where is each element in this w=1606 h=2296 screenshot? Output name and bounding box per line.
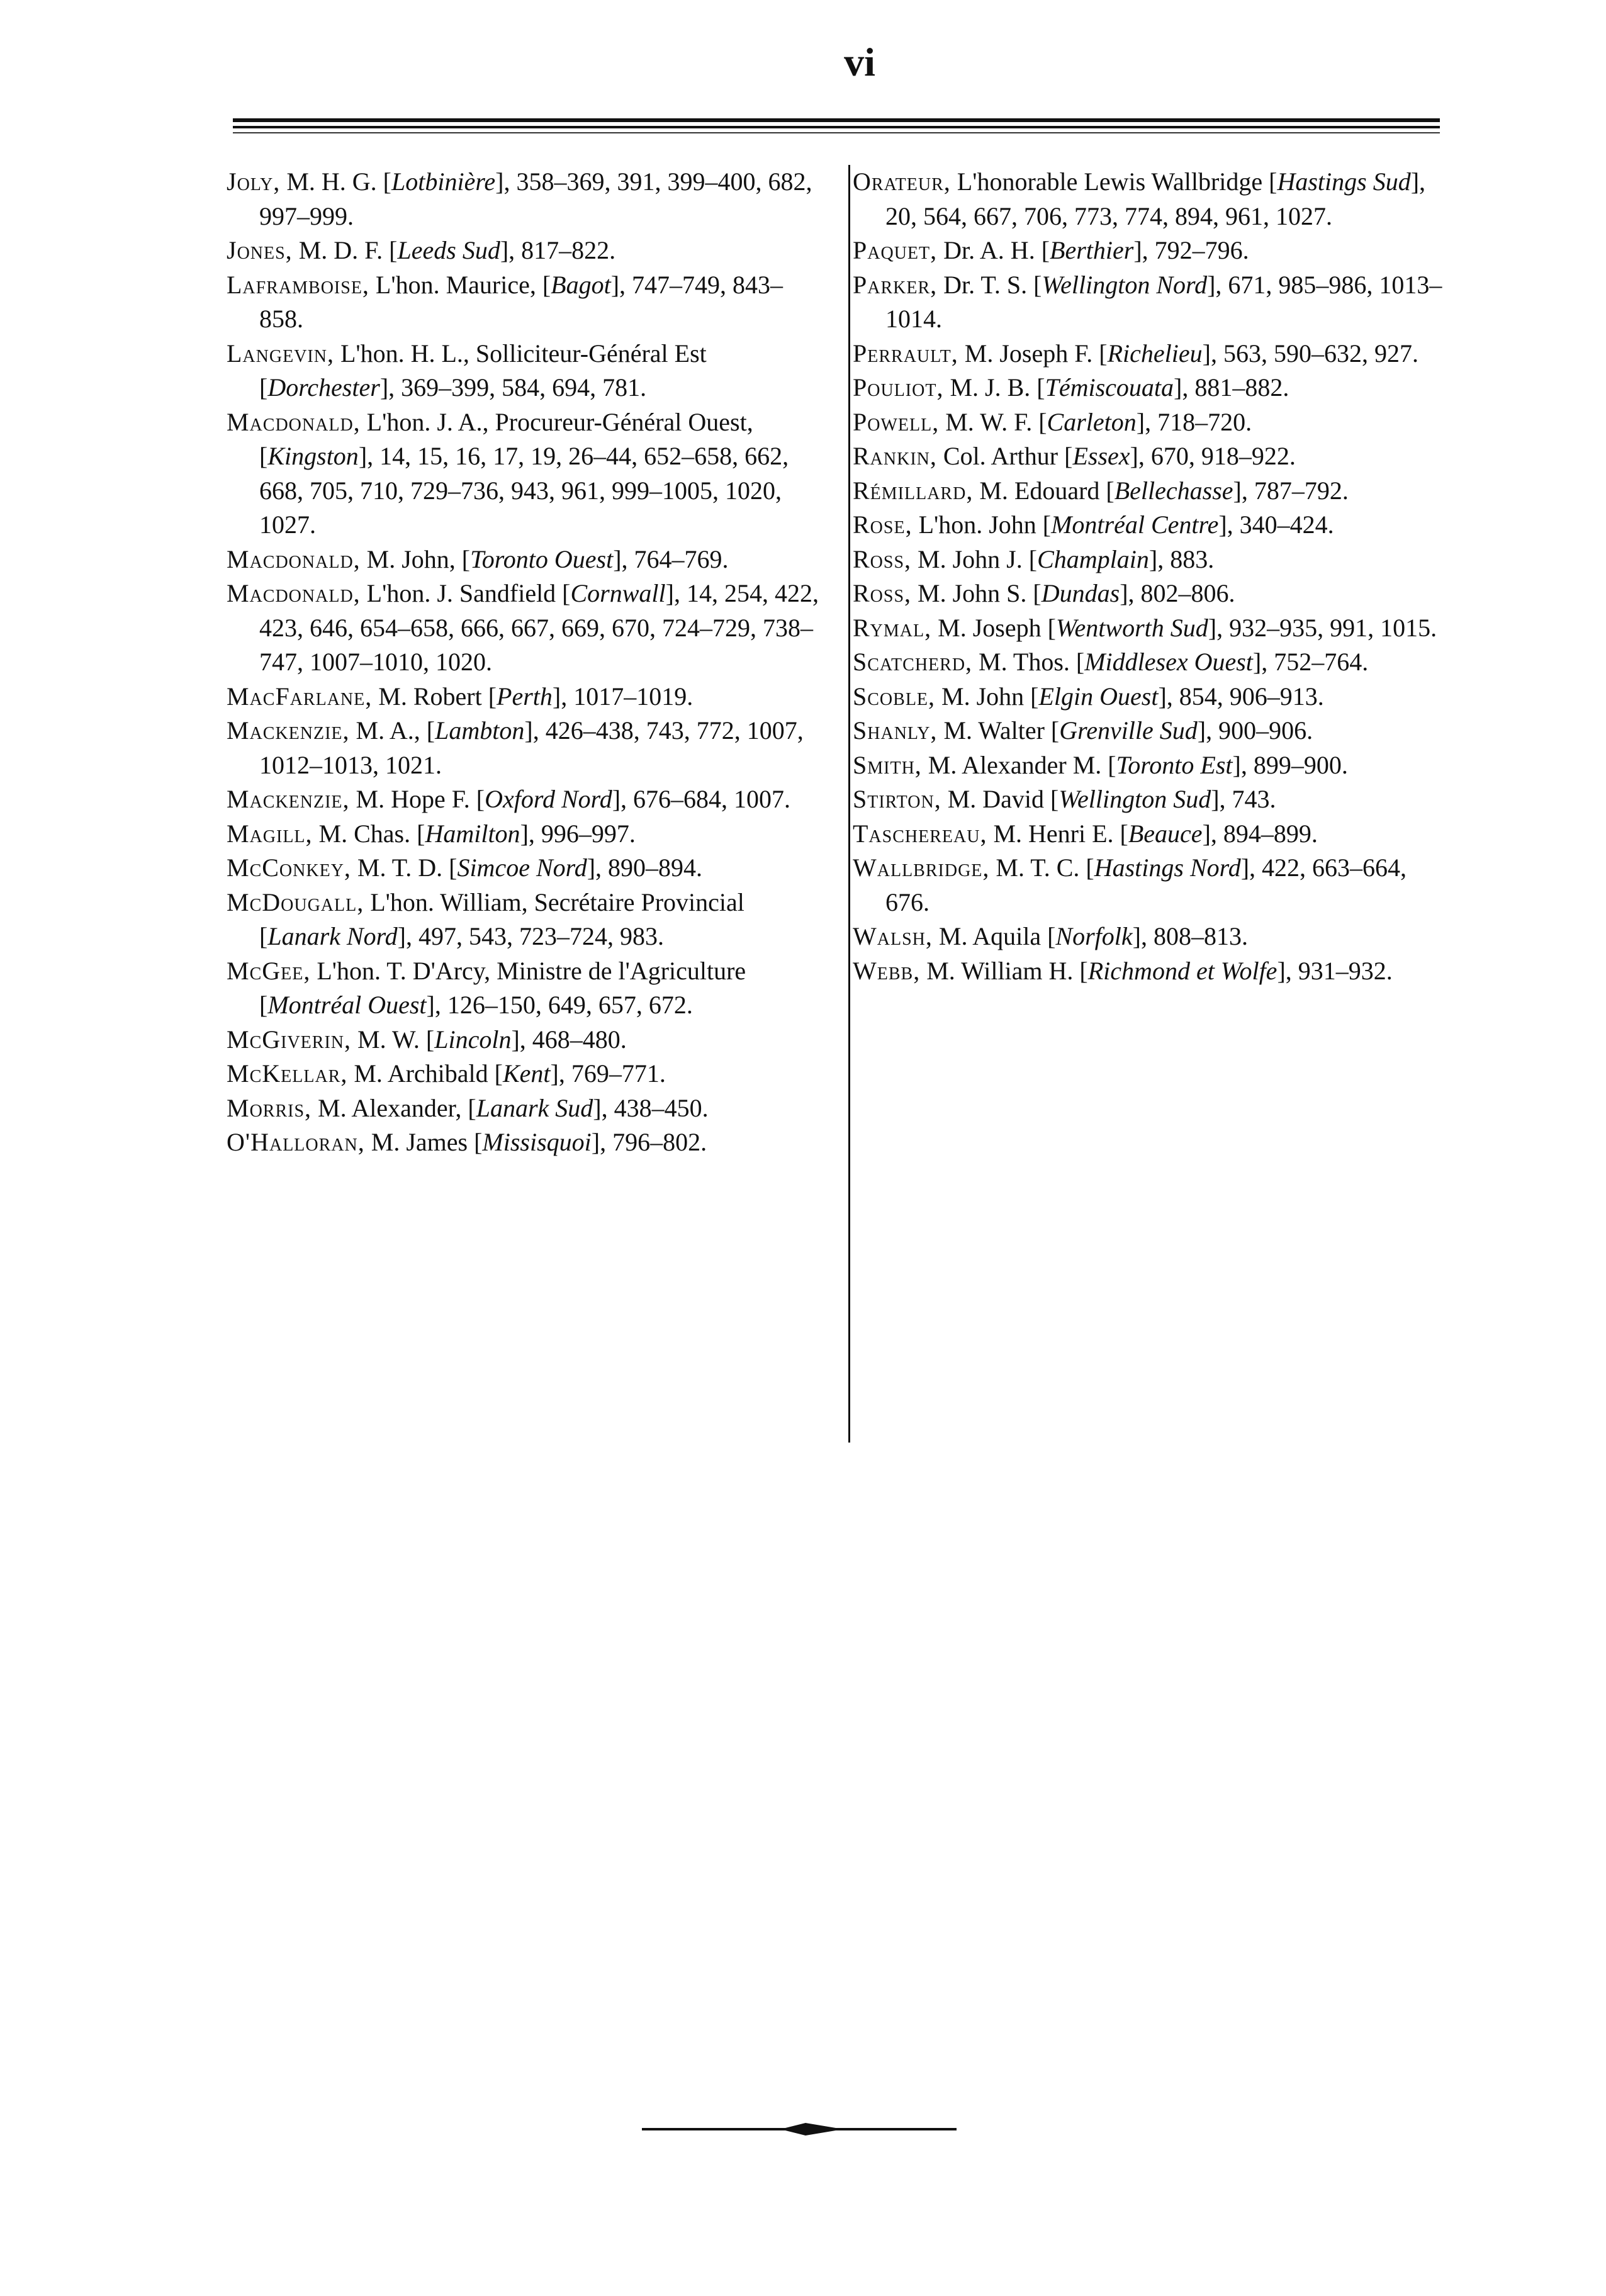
entry-text: M. John J. [	[911, 544, 1038, 573]
entry-name: Mackenzie,	[227, 716, 350, 745]
entry-pages: ], 796–802.	[591, 1128, 707, 1156]
entry-name: Webb,	[853, 956, 921, 985]
entry-text: M. Robert [	[372, 682, 497, 711]
index-entry	[227, 1091, 824, 1126]
entry-riding: Wellington Nord	[1042, 270, 1208, 299]
entry-name: Taschereau,	[853, 819, 987, 848]
entry-pages: ], 126–150, 649, 657, 672.	[426, 991, 693, 1019]
entry-pages: ], 899–900.	[1232, 750, 1348, 779]
entry-text: M. Henri E. [	[987, 819, 1128, 848]
entry-pages: ], 20, 564, 667, 706, 773, 774, 894, 961, 1027.	[885, 167, 1426, 230]
header-rule	[233, 118, 1440, 122]
entry-pages: ], 671, 985–986, 1013–1014.	[885, 270, 1442, 333]
entry-pages: ], 932–935, 991, 1015.	[1208, 613, 1437, 642]
entry-name: O'Halloran,	[227, 1128, 365, 1156]
entry-text: L'hon. J. Sandfield [	[360, 579, 571, 607]
index-entry	[853, 268, 1444, 337]
entry-riding: Lincoln	[434, 1025, 512, 1054]
entry-riding: Lambton	[435, 716, 525, 745]
entry-name: Mackenzie,	[227, 785, 350, 813]
entry-pages: ], 743.	[1211, 785, 1276, 813]
index-entry	[227, 268, 824, 337]
entry-text: Col. Arthur [	[936, 442, 1073, 470]
entry-text: M. Alexander M. [	[921, 750, 1116, 779]
index-entry	[853, 371, 1444, 405]
index-entry	[227, 1023, 824, 1057]
entry-name: Macdonald,	[227, 544, 361, 573]
index-entry	[853, 543, 1444, 577]
entry-text: M. H. G. [	[280, 167, 391, 196]
entry-name: Walsh,	[853, 922, 933, 950]
index-entry	[853, 817, 1444, 852]
entry-text: M. T. C. [	[989, 853, 1094, 882]
entry-pages: ], 438–450.	[593, 1093, 709, 1122]
entry-riding: Hastings Sud	[1277, 167, 1411, 196]
entry-riding: Kent	[502, 1059, 551, 1088]
entry-riding: Wentworth Sud	[1055, 613, 1208, 642]
entry-riding: Toronto Est	[1116, 750, 1233, 779]
index-entry	[227, 714, 824, 782]
entry-name: Langevin,	[227, 339, 334, 368]
entry-pages: ], 369–399, 584, 694, 781.	[379, 373, 647, 402]
index-entry	[853, 714, 1444, 748]
entry-pages: ], 14, 254, 422, 423, 646, 654–658, 666, 667, 669, 670, 724–729, 738–747, 1007–1010, 1020.	[259, 579, 819, 676]
entry-pages: ], 497, 543, 723–724, 983.	[397, 922, 664, 950]
entry-pages: ], 468–480.	[511, 1025, 627, 1054]
entry-text: M. John [	[935, 682, 1039, 711]
entry-pages: ], 358–369, 391, 399–400, 682, 997–999.	[259, 167, 812, 230]
entry-text: L'hon. Maurice, [	[369, 270, 551, 299]
entry-name: Stirton,	[853, 785, 941, 813]
entry-pages: ], 752–764.	[1252, 648, 1369, 676]
entry-text: L'hon. H. L., Solliciteur-Général Est [	[259, 339, 707, 402]
index-entry	[853, 474, 1444, 509]
entry-pages: ], 426–438, 743, 772, 1007, 1012–1013, 1021.	[259, 716, 804, 779]
header-rule-thin	[233, 132, 1440, 133]
index-entry	[227, 1057, 824, 1091]
entry-text: M. A., [	[349, 716, 435, 745]
entry-pages: ], 787–792.	[1233, 476, 1349, 505]
entry-riding: Toronto Ouest	[470, 544, 614, 573]
index-entry	[853, 680, 1444, 714]
entry-name: Rymal,	[853, 613, 932, 642]
index-entry	[853, 439, 1444, 474]
entry-pages: ], 718–720.	[1136, 407, 1252, 436]
index-entry	[227, 782, 824, 817]
entry-text: M. Chas. [	[312, 819, 425, 848]
entry-text: M. W. [	[351, 1025, 435, 1054]
entry-text: M. W. F. [	[939, 407, 1047, 436]
index-entry	[227, 851, 824, 886]
entry-riding: Richmond et Wolfe	[1087, 956, 1278, 985]
index-entry	[227, 234, 824, 268]
index-entry	[227, 1125, 824, 1160]
entry-riding: Elgin Ouest	[1038, 682, 1159, 711]
entry-name: McGee,	[227, 956, 311, 985]
entry-text: M. Hope F. [	[349, 785, 485, 813]
entry-riding: Témiscouata	[1045, 373, 1174, 402]
index-entry	[853, 577, 1444, 611]
entry-text: M. Joseph [	[931, 613, 1056, 642]
entry-riding: Montréal Centre	[1051, 510, 1219, 539]
entry-text: L'honorable Lewis Wallbridge [	[950, 167, 1278, 196]
entry-name: Scoble,	[853, 682, 936, 711]
column-divider	[848, 165, 850, 1443]
index-entry	[853, 508, 1444, 543]
entry-pages: ], 881–882.	[1174, 373, 1289, 402]
entry-name: Joly,	[227, 167, 281, 196]
entry-pages: ], 769–771.	[550, 1059, 666, 1088]
entry-riding: Hastings Nord	[1094, 853, 1241, 882]
entry-text: M. Joseph F. [	[958, 339, 1108, 368]
index-entry	[853, 920, 1444, 954]
entry-riding: Norfolk	[1055, 922, 1133, 950]
header-rule-secondary	[233, 126, 1440, 128]
entry-pages: ], 563, 590–632, 927.	[1202, 339, 1418, 368]
entry-name: Jones,	[227, 236, 293, 264]
entry-pages: ], 792–796.	[1133, 236, 1249, 264]
entry-text: M. John S. [	[911, 579, 1042, 607]
entry-pages: ], 931–932.	[1277, 956, 1393, 985]
index-entry	[227, 680, 824, 714]
index-entry	[227, 337, 824, 405]
entry-text: Dr. A. H. [	[937, 236, 1050, 264]
index-entry	[227, 886, 824, 954]
entry-riding: Simcoe Nord	[457, 853, 587, 882]
entry-name: Macdonald,	[227, 407, 361, 436]
entry-name: Pouliot,	[853, 373, 944, 402]
entry-riding: Wellington Sud	[1058, 785, 1211, 813]
entry-name: Morris,	[227, 1093, 312, 1122]
entry-name: Rose,	[853, 510, 912, 539]
index-entry	[227, 405, 824, 543]
entry-riding: Dorchester	[267, 373, 380, 402]
entry-name: Magill,	[227, 819, 313, 848]
entry-name: Powell,	[853, 407, 940, 436]
entry-name: Orateur,	[853, 167, 951, 196]
entry-text: M. Walter [	[937, 716, 1060, 745]
entry-riding: Bellechasse	[1114, 476, 1233, 505]
index-entry	[227, 165, 824, 234]
entry-riding: Richelieu	[1107, 339, 1203, 368]
entry-name: Smith,	[853, 750, 922, 779]
entry-pages: ], 817–822.	[500, 236, 616, 264]
entry-text: L'hon. T. D'Arcy, Ministre de l'Agriculture [	[259, 956, 746, 1019]
page-number: vi	[844, 40, 875, 84]
entry-riding: Lanark Sud	[476, 1093, 593, 1122]
entry-riding: Hamilton	[425, 819, 520, 848]
entry-name: Rémillard,	[853, 476, 974, 505]
entry-riding: Montréal Ouest	[267, 991, 427, 1019]
entry-pages: ], 894–899.	[1202, 819, 1318, 848]
entry-name: MacFarlane,	[227, 682, 373, 711]
entry-pages: ], 802–806.	[1120, 579, 1235, 607]
entry-name: Ross,	[853, 579, 912, 607]
entry-riding: Middlesex Ouest	[1084, 648, 1253, 676]
entry-text: M. Thos. [	[972, 648, 1085, 676]
entry-pages: ], 670, 918–922.	[1130, 442, 1296, 470]
entry-text: M. J. B. [	[943, 373, 1045, 402]
entry-riding: Missisquoi	[482, 1128, 592, 1156]
entry-riding: Perth	[497, 682, 553, 711]
entry-riding: Champlain	[1037, 544, 1149, 573]
entry-riding: Cornwall	[570, 579, 666, 607]
entry-name: Rankin,	[853, 442, 937, 470]
entry-name: Ross,	[853, 544, 912, 573]
index-entry	[853, 234, 1444, 268]
index-entry	[227, 817, 824, 852]
entry-riding: Beauce	[1128, 819, 1203, 848]
entry-text: M. T. D. [	[351, 853, 458, 882]
index-entry	[853, 748, 1444, 783]
index-entry	[227, 577, 824, 680]
entry-name: Paquet,	[853, 236, 938, 264]
entry-name: Shanly,	[853, 716, 938, 745]
entry-text: M. Edouard [	[973, 476, 1115, 505]
entry-name: McConkey,	[227, 853, 351, 882]
entry-text: M. David [	[941, 785, 1059, 813]
entry-pages: ], 883.	[1148, 544, 1215, 573]
index-entry	[853, 851, 1444, 920]
entry-pages: ], 340–424.	[1218, 510, 1334, 539]
entry-text: M. Aquila [	[932, 922, 1056, 950]
entry-text: M. William H. [	[920, 956, 1088, 985]
entry-text: M. John, [	[360, 544, 471, 573]
index-entry	[853, 611, 1444, 646]
entry-riding: Grenville Sud	[1059, 716, 1198, 745]
index-entry	[853, 337, 1444, 371]
entry-riding: Essex	[1072, 442, 1130, 470]
index-entry	[853, 782, 1444, 817]
entry-riding: Carleton	[1047, 407, 1137, 436]
entry-riding: Lanark Nord	[267, 922, 398, 950]
entry-text: L'hon. John [	[912, 510, 1052, 539]
entry-riding: Leeds Sud	[397, 236, 500, 264]
index-entry	[853, 954, 1444, 989]
entry-text: L'hon. J. A., Procureur-Général Ouest, [	[259, 407, 753, 470]
entry-name: McKellar,	[227, 1059, 348, 1088]
index-entry	[853, 645, 1444, 680]
index-entry	[227, 543, 824, 577]
index-entry	[853, 165, 1444, 234]
entry-text: M. Archibald [	[347, 1059, 503, 1088]
index-entry	[227, 954, 824, 1023]
entry-name: Parker,	[853, 270, 938, 299]
entry-name: McDougall,	[227, 887, 364, 916]
entry-text: L'hon. William, Secrétaire Provincial [	[259, 887, 744, 950]
entry-riding: Kingston	[267, 442, 359, 470]
entry-riding: Oxford Nord	[485, 785, 612, 813]
entry-name: Macdonald,	[227, 579, 361, 607]
entry-name: Wallbridge,	[853, 853, 990, 882]
entry-pages: ], 14, 15, 16, 17, 19, 26–44, 652–658, 662, 668, 705, 710, 729–736, 943, 961, 999–1005, 1020, 1027.	[259, 442, 789, 539]
entry-pages: ], 676–684, 1007.	[612, 785, 791, 813]
entry-pages: ], 422, 663–664, 676.	[885, 853, 1407, 916]
entry-pages: ], 747–749, 843–858.	[259, 270, 783, 333]
right-column	[853, 165, 1444, 988]
entry-riding: Dundas	[1041, 579, 1120, 607]
entry-pages: ], 764–769.	[613, 544, 729, 573]
entry-pages: ], 854, 906–913.	[1158, 682, 1324, 711]
left-column	[227, 165, 824, 1160]
entry-pages: ], 890–894.	[587, 853, 703, 882]
entry-name: Perrault,	[853, 339, 958, 368]
entry-name: Laframboise,	[227, 270, 369, 299]
entry-riding: Bagot	[551, 270, 611, 299]
entry-text: M. Alexander, [	[312, 1093, 476, 1122]
entry-pages: ], 808–813.	[1132, 922, 1248, 950]
end-ornament	[642, 2120, 957, 2139]
entry-name: McGiverin,	[227, 1025, 351, 1054]
entry-text: M. James [	[364, 1128, 483, 1156]
entry-text: Dr. T. S. [	[937, 270, 1042, 299]
entry-pages: ], 900–906.	[1197, 716, 1313, 745]
entry-riding: Lotbinière	[391, 167, 496, 196]
entry-riding: Berthier	[1050, 236, 1134, 264]
entry-pages: ], 996–997.	[520, 819, 636, 848]
entry-text: M. D. F. [	[292, 236, 398, 264]
index-entry	[853, 405, 1444, 440]
entry-name: Scatcherd,	[853, 648, 973, 676]
entry-pages: ], 1017–1019.	[552, 682, 694, 711]
